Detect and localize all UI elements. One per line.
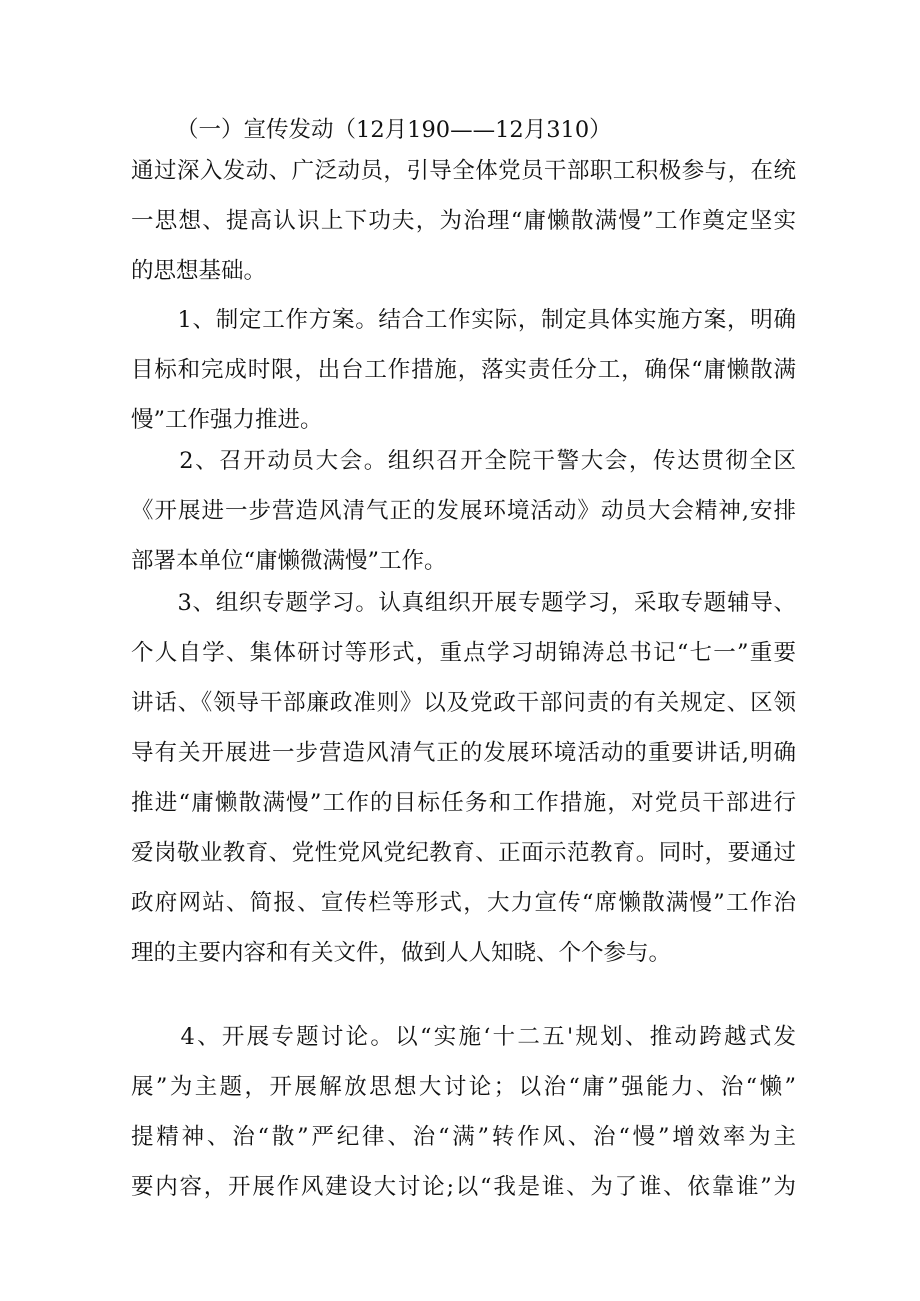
paragraph-2 [131,436,796,586]
paragraph-line: 2、召开动员大会。组织召开全院干警大会，传达贯彻全区 [131,448,796,474]
paragraph-line: 一思想、提高认识上下功夫，为治理“庸懒散满慢”工作奠定坚实 [131,208,796,234]
paragraph-line: 展”为主题，开展解放思想大讨论；以治“庸”强能力、治“懒” [131,1074,796,1100]
paragraph-line: 提精神、治“散”严纪律、治“满”转作风、治“慢”增效率为主 [131,1124,796,1150]
paragraph-line: 目标和完成时限，出台工作措施，落实责任分工，确保“庸懒散满 [131,357,796,383]
paragraph-line: 理的主要内容和有关文件，做到人人知晓、个个参与。 [131,940,672,966]
paragraph-4 [131,1012,796,1212]
paragraph-line: 的思想基础。 [131,258,267,284]
paragraph-line: 通过深入发动、广泛动员，引导全体党员干部职工积极参与，在统 [131,158,796,184]
paragraph-line: 《开展进一步营造风清气正的发展环境活动》动员大会精神,安排 [131,498,796,524]
paragraph-line: 爱岗敬业教育、党性党风党纪教育、正面示范教育。同时，要通过 [131,840,796,866]
paragraph-line: 3、组织专题学习。认真组织开展专题学习，采取专题辅导、 [131,590,796,616]
paragraph-line: 部署本单位“庸懒微满慢”工作。 [131,548,447,574]
paragraph-line: 讲话、《领导干部廉政准则》以及党政干部问责的有关规定、区领 [131,690,796,716]
paragraph-line: 政府网站、简报、宣传栏等形式，大力宣传“席懒散满慢”工作治 [131,890,796,916]
paragraph-3 [131,578,796,978]
paragraph-1 [131,295,796,445]
paragraph-line: 个人自学、集体研讨等形式，重点学习胡锦涛总书记“七一”重要 [131,640,796,666]
paragraph-line: 慢”工作强力推进。 [131,407,323,433]
paragraph-line: 要内容，开展作风建设大讨论;以“我是谁、为了谁、依靠谁”为 [131,1174,796,1200]
paragraph-line: 1、制定工作方案。结合工作实际，制定具体实施方案，明确 [131,307,796,333]
paragraph-line: 导有关开展进一步营造风清气正的发展环境活动的重要讲话,明确 [131,740,796,766]
paragraph-line: 4、开展专题讨论。以“实施‘十二五'规划、推动跨越式发 [131,1024,796,1050]
paragraph-intro [131,146,796,296]
section-heading: （一）宣传发动（12月190——12月310） [176,117,612,143]
paragraph-line: 推进“庸懒散满慢”工作的目标任务和工作措施，对党员干部进行 [131,790,796,816]
